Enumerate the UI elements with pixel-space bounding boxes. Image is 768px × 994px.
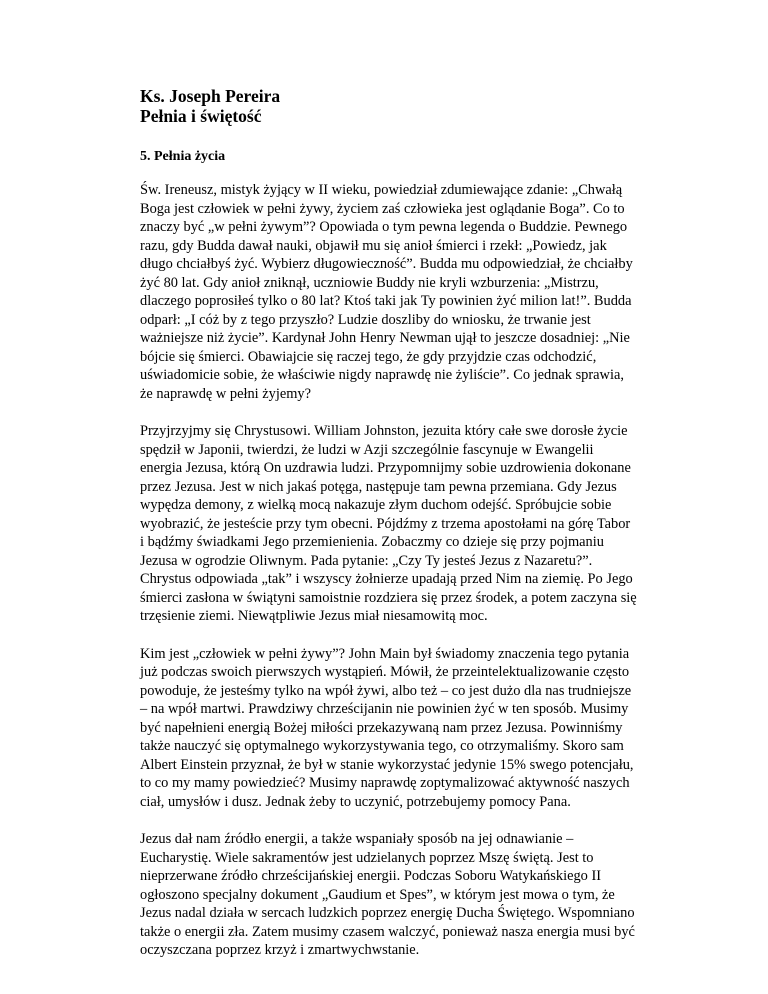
text-line: Jezus dał nam źródło energii, a także wspaniały sposób na jej odnawianie –: [140, 831, 574, 847]
text-line: i bądźmy świadkami Jego przemienienia. Zobaczmy co dzieje się przy pojmaniu: [140, 534, 604, 550]
text-line: energia Jezusa, którą On uzdrawia ludzi. Przypomnijmy sobie uzdrowienia dokonane: [140, 460, 631, 476]
text-line: powoduje, że jesteśmy tylko na wpół żywi, albo też – co jest dużo dla nas trudniejsze: [140, 682, 632, 699]
text-line: śmierci zasłona w świątyni samoistnie rozdziera się przez środek, a potem zaczyna się: [140, 589, 637, 606]
text-line: oczyszczana poprzez krzyż i zmartwychwstanie.: [140, 942, 420, 958]
text-line: ważniejsze niż życie”. Kardynał John Henry Newman ujął to jeszcze dosadniej: „Nie: [140, 330, 630, 346]
paragraph: [140, 645, 660, 812]
text-line: także o energii zła. Zatem musimy czasem walczyć, ponieważ nasza energia musi być: [140, 923, 635, 940]
text-line: ciał, umysłów i dusz. Jednak żeby to uczynić, potrzebujemy pomocy Pana.: [140, 793, 571, 810]
text-line: długo chciałbyś żyć. Wybierz długowieczność”. Budda mu odpowiedział, że chciałby: [140, 256, 633, 272]
paragraph: [140, 422, 660, 626]
text-line: spędził w Japonii, twierdzi, że ludzi w Azji szczególnie fascynuje w Ewangelii: [140, 441, 594, 458]
section-heading: 5. Pełnia życia: [140, 149, 226, 164]
text-line: Albert Einstein przyznał, że był w stanie wykorzystać jedynie 15% swego potencjału,: [140, 756, 634, 773]
text-line: Jezus nadal działa w sercach ludzkich poprzez energię Ducha Świętego. Wspomniano: [140, 905, 635, 921]
text-line: razu, gdy Budda dawał nauki, objawił mu się anioł śmierci i rzekł: „Powiedz, jak: [140, 237, 607, 254]
text-line: Św. Ireneusz, mistyk żyjący w II wieku, powiedział zdumiewające zdanie: „Chwałą: [140, 182, 623, 198]
text-line: także nauczyć się optymalnego wykorzystywania tego, co otrzymaliśmy. Skoro sam: [140, 738, 624, 754]
text-line: wypędza demony, z wielką mocą nakazuje złym duchom odejść. Spróbujcie sobie: [140, 497, 612, 513]
paragraph: [140, 830, 660, 960]
paragraph: [140, 181, 660, 403]
text-line: Przyjrzyjmy się Chrystusowi. William Johnston, jezuita który całe swe dorosłe życie: [140, 423, 628, 439]
text-line: nieprzerwane źródło chrześcijańskiej energii. Podczas Soboru Watykańskiego II: [140, 868, 602, 884]
text-line: Chrystus odpowiada „tak” i wszyscy żołnierze upadają przed Nim na ziemię. Po Jego: [140, 571, 633, 587]
text-line: Eucharystię. Wiele sakramentów jest udzielanych poprzez Mszę świętą. Jest to: [140, 849, 594, 866]
author-name: Ks. Joseph Pereira: [140, 86, 281, 106]
text-line: dlaczego poprosiłeś tylko o 80 lat? Ktoś taki jak Ty powinien żyć milion lat!”. Budda: [140, 293, 632, 309]
text-line: przez Jezusa. Jest w nich jakaś potęga, następuje tam pewna przemiana. Gdy Jezus: [140, 478, 617, 495]
text-line: – na wpół martwi. Prawdziwy chrześcijanin nie powinien żyć w ten sposób. Musimy: [140, 701, 629, 717]
text-line: już podczas swoich pierwszych wystąpień. Mówił, że przeintelektualizowanie często: [140, 664, 630, 680]
text-line: że naprawdę w pełni żyjemy?: [140, 385, 312, 402]
document-body: [140, 181, 660, 979]
text-line: wyobrazić, że jesteście przy tym obecni. Pójdźmy z trzema apostołami na górę Tabor: [140, 515, 631, 532]
text-line: ogłoszono specjalny dokument „Gaudium et Spes”, w którym jest mowa o tym, że: [140, 886, 615, 903]
text-line: odparł: „I cóż by z tego przyszło? Ludzie doszliby do wniosku, że trwanie jest: [140, 311, 591, 328]
text-line: to co my mamy powiedzieć? Musimy naprawdę zoptymalizować aktywność naszych: [140, 775, 630, 791]
text-line: trzęsienie ziemi. Niewątpliwie Jezus miał niesamowitą moc.: [140, 608, 488, 624]
text-line: Jezusa w ogrodzie Oliwnym. Pada pytanie: „Czy Ty jesteś Jezus z Nazaretu?”.: [140, 552, 593, 569]
text-line: znaczy być „w pełni żywym”? Opowiada o tym pewna legenda o Buddzie. Pewnego: [140, 219, 628, 235]
text-line: Boga jest człowiek w pełni żywy, życiem zaś człowieka jest oglądanie Boga”. Co to: [140, 200, 625, 217]
text-line: bójcie się śmierci. Obawiajcie się raczej tego, że gdy przyjdzie czas odchodzić,: [140, 348, 597, 365]
document-header: [140, 86, 660, 126]
book-title: Pełnia i świętość: [140, 106, 262, 126]
text-line: być napełnieni energią Bożej miłości przekazywaną nam przez Jezusa. Powinniśmy: [140, 719, 623, 736]
text-line: Kim jest „człowiek w pełni żywy”? John Main był świadomy znaczenia tego pytania: [140, 645, 630, 662]
text-line: żyć 80 lat. Gdy anioł zniknął, uczniowie Buddy nie kryli wzburzenia: „Mistrzu,: [140, 274, 599, 291]
text-line: uświadomicie sobie, że właściwie nigdy naprawdę nie żyliście”. Co jednak sprawia,: [140, 367, 624, 383]
